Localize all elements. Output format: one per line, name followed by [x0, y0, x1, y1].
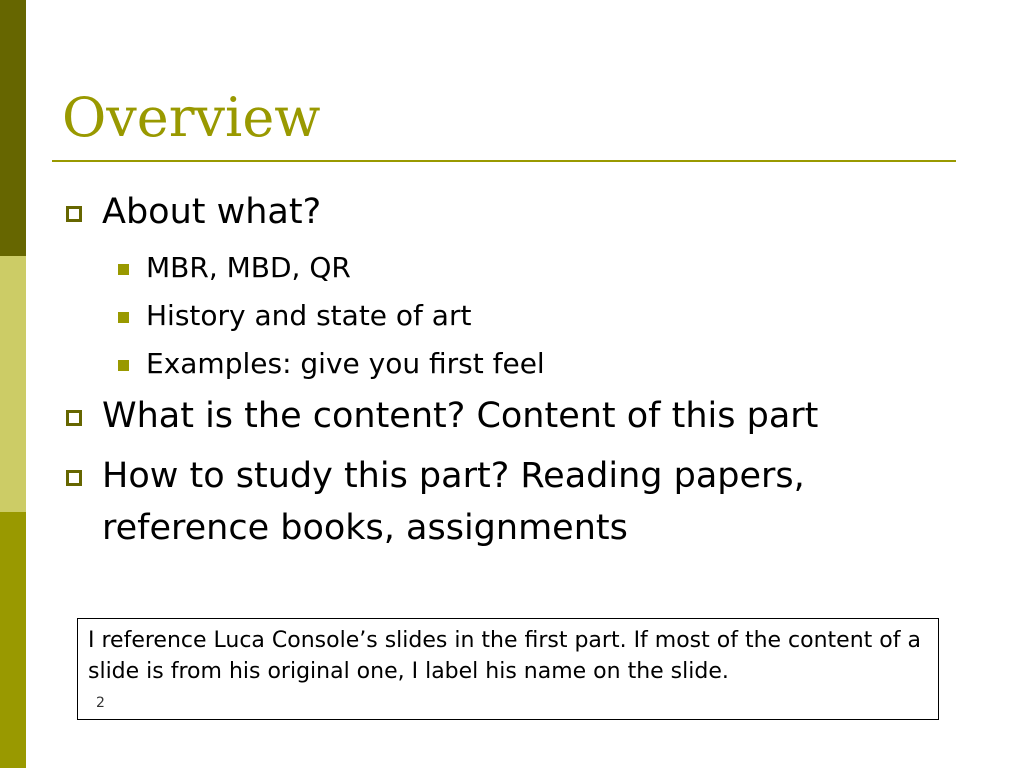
side-band-top: [0, 0, 26, 256]
bullet-item: [62, 390, 962, 442]
filled-square-bullet-icon: [118, 264, 129, 275]
hollow-square-bullet-icon: [66, 470, 82, 486]
sub-bullet-item: [62, 292, 962, 340]
slide-title: Overview: [62, 86, 321, 149]
bullet-text: What is the content? Content of this part: [102, 396, 819, 436]
title-divider: [52, 160, 956, 162]
bullet-item: [62, 186, 962, 238]
sub-bullet-item: [62, 340, 962, 388]
bullet-list: [62, 186, 962, 562]
hollow-square-bullet-icon: [66, 410, 82, 426]
side-band-bottom: [0, 512, 26, 768]
sub-bullet-list: [62, 244, 962, 388]
sub-bullet-text: Examples: give you first feel: [146, 347, 545, 380]
reference-note-text: I reference Luca Console’s slides in the first part. If most of the content of a slide is from his original one, I label his name on the slide.: [88, 628, 921, 684]
side-band-middle: [0, 256, 26, 512]
filled-square-bullet-icon: [118, 312, 129, 323]
filled-square-bullet-icon: [118, 360, 129, 371]
bullet-text: How to study this part? Reading papers, reference books, assignments: [102, 456, 805, 548]
reference-note-box: [77, 618, 939, 720]
bullet-item: [62, 450, 962, 554]
bullet-text: About what?: [102, 192, 322, 232]
sub-bullet-item: [62, 244, 962, 292]
page-number: 2: [96, 695, 105, 711]
sub-bullet-text: MBR, MBD, QR: [146, 251, 351, 284]
sub-bullet-text: History and state of art: [146, 299, 472, 332]
hollow-square-bullet-icon: [66, 206, 82, 222]
